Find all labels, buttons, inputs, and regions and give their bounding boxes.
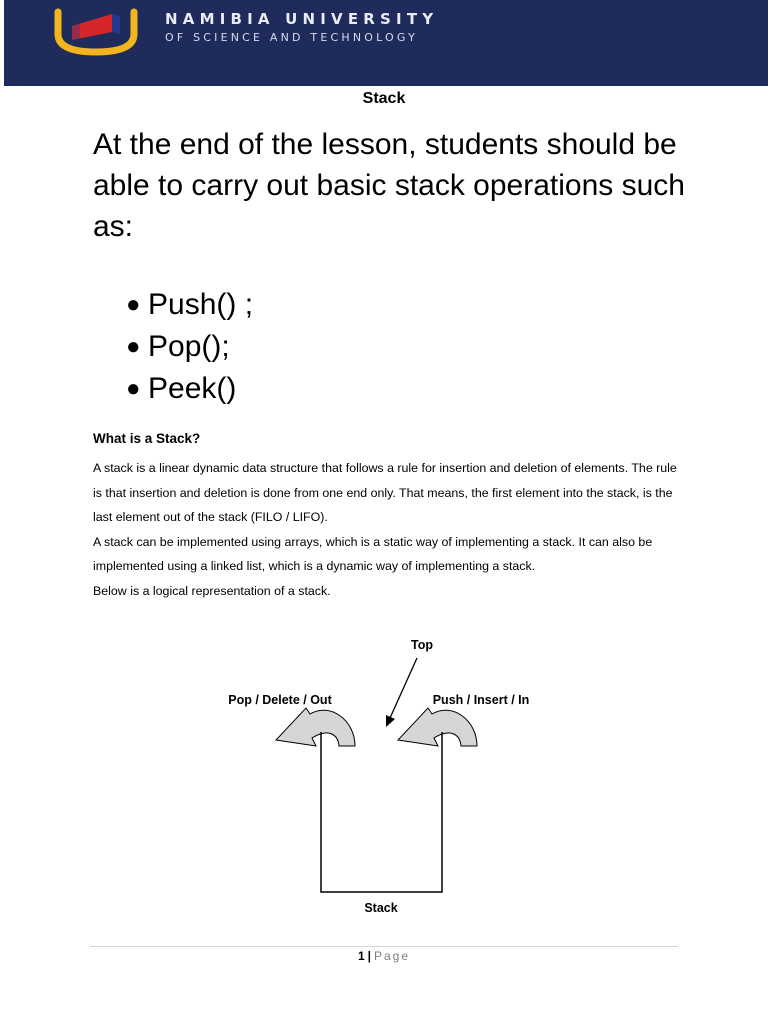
stack-container [321,732,442,892]
operation-peek: Peek() [148,372,237,405]
university-logo-icon [50,8,142,56]
list-item [126,326,253,368]
university-header [4,0,768,86]
paragraph: A stack is a linear dynamic data structure that follows a rule for insertion and deletion of elements. The rule is that insertion and deletion is done from one end only. That means, the first element into the stack, is the last element out of the stack (FILO / LIFO). [93,461,677,525]
list-item [126,284,253,326]
push-curved-arrow-icon [398,708,477,746]
university-name: NAMIBIA UNIVERSITY [165,10,439,28]
top-label: Top [411,638,433,652]
bullet-icon: ● [126,291,141,318]
bullet-icon: ● [126,375,141,402]
page-number: 1 [357,949,365,963]
bullet-icon: ● [126,333,141,360]
document-title: Stack [362,90,406,107]
stack-label: Stack [364,901,398,915]
push-label: Push / Insert / In [432,693,530,707]
section-body [93,456,683,604]
operations-list [126,284,253,410]
pop-label: Pop / Delete / Out [228,693,332,707]
top-pointer-line [390,658,417,718]
paragraph: Below is a logical representation of a stack. [93,583,331,598]
lesson-objective: At the end of the lesson, students should be able to carry out basic stack operations such as: [93,128,685,243]
section-heading: What is a Stack? [93,431,201,446]
footer-separator: | [367,949,371,963]
page-footer [0,949,768,963]
page-word: Page [374,949,411,963]
operation-pop: Pop(); [148,330,230,363]
university-subtitle: OF SCIENCE AND TECHNOLOGY [165,31,419,44]
stack-diagram [200,630,560,920]
footer-divider [90,946,678,947]
pop-curved-arrow-icon [276,708,355,746]
list-item [126,368,253,410]
operation-push: Push() ; [148,288,254,321]
paragraph: A stack can be implemented using arrays, which is a static way of implementing a stack. It can also be implemented using a linked list, which is a dynamic way of implementing a stack. [93,534,653,574]
